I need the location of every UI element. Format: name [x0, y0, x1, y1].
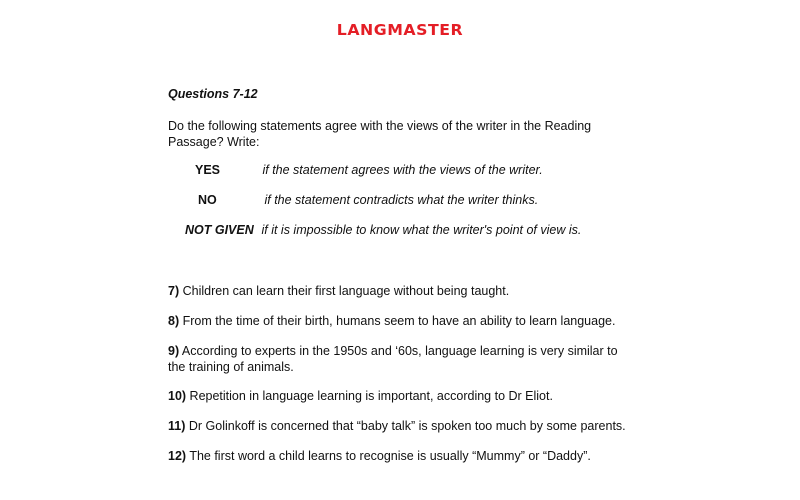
- legend-description: if it is impossible to know what the writer's point of view is.: [261, 223, 582, 237]
- question-item: [168, 283, 638, 299]
- legend-description: if the statement agrees with the views of the writer.: [262, 163, 543, 177]
- legend-row-not-given: [185, 223, 581, 237]
- legend-key: NOT GIVEN: [185, 223, 254, 237]
- question-item: [168, 388, 638, 404]
- instructions-text: Do the following statements agree with the views of the writer in the Reading Passage? Write:: [168, 119, 592, 149]
- section-title: Questions 7-12: [168, 87, 258, 101]
- legend-row-no: [198, 193, 538, 207]
- question-text: According to experts in the 1950s and ‘60s, language learning is very similar to the training of animals.: [168, 344, 618, 374]
- question-text: Dr Golinkoff is concerned that “baby talk” is spoken too much by some parents.: [185, 419, 626, 433]
- question-number: 11): [168, 419, 186, 433]
- question-number: 10): [168, 389, 187, 403]
- question-item: [168, 343, 638, 375]
- question-text: The first word a child learns to recognise is usually “Mummy” or “Daddy”.: [186, 449, 591, 463]
- question-item: [168, 313, 638, 329]
- question-item: [168, 448, 638, 464]
- question-text: Children can learn their first language without being taught.: [179, 284, 510, 298]
- question-text: Repetition in language learning is important, according to Dr Eliot.: [186, 389, 553, 403]
- legend-key: YES: [195, 163, 221, 177]
- question-number: 9): [168, 344, 180, 358]
- question-number: 7): [168, 284, 180, 298]
- langmaster-logo: LANGMASTER: [336, 21, 464, 39]
- question-item: [168, 418, 638, 434]
- question-number: 12): [168, 449, 187, 463]
- legend-row-yes: [195, 163, 543, 177]
- question-text: From the time of their birth, humans seem to have an ability to learn language.: [179, 314, 616, 328]
- legend-description: if the statement contradicts what the writer thinks.: [264, 193, 539, 207]
- question-number: 8): [168, 314, 180, 328]
- legend-key: NO: [198, 193, 217, 207]
